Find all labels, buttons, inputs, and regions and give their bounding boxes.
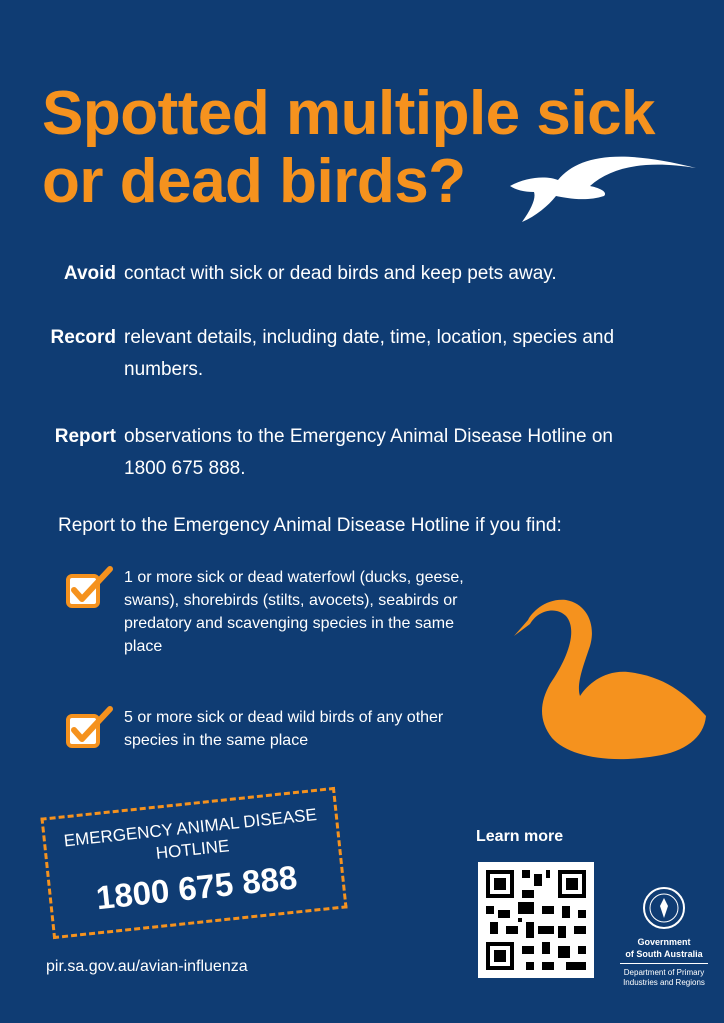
- action-avoid: [0, 258, 680, 290]
- action-desc: relevant details, including date, time, location, species and: [124, 327, 615, 348]
- website-url[interactable]: pir.sa.gov.au/avian-influenza: [46, 958, 248, 975]
- gov-divider: [620, 963, 708, 964]
- criterion-item: [64, 706, 484, 756]
- criterion-text: 1 or more sick or dead waterfowl (ducks, geese, swans), shorebirds (stilts, avocets), seabirds or predatory and scavenging species in the same place: [124, 569, 464, 655]
- hotline-box: [40, 787, 347, 939]
- dept-line1: Department of Primary: [623, 968, 705, 977]
- gov-name-line2: of South Australia: [625, 949, 703, 959]
- checkbox-icon: [64, 706, 114, 750]
- checkbox-icon: [64, 566, 114, 610]
- swan-illustration: [508, 598, 708, 764]
- action-verb: Avoid: [63, 263, 116, 284]
- action-desc-line2: 1800 675 888.: [124, 458, 246, 479]
- criterion-text: 5 or more sick or dead wild birds of any other species in the same place: [124, 709, 444, 749]
- action-report: [0, 421, 680, 485]
- action-record: [0, 322, 680, 386]
- dept-line2: Industries and Regions: [623, 978, 705, 987]
- action-verb: Report: [54, 426, 116, 447]
- gov-name-line1: Government: [637, 937, 691, 947]
- sa-crest-icon: [642, 886, 686, 930]
- action-verb: Record: [50, 327, 116, 348]
- criteria-intro: Report to the Emergency Animal Disease Hotline if you find:: [58, 515, 562, 536]
- criterion-item: [64, 566, 484, 662]
- hotline-number[interactable]: 1800 675 888: [94, 858, 299, 917]
- qr-code[interactable]: [478, 862, 594, 978]
- hotline-label: EMERGENCY ANIMAL DISEASE HOTLINE: [62, 804, 318, 863]
- action-desc: observations to the Emergency Animal Disease Hotline on: [124, 426, 613, 447]
- learn-more-label: Learn more: [476, 828, 564, 845]
- action-desc-line2: numbers.: [124, 359, 204, 380]
- gull-illustration: [508, 146, 698, 224]
- gov-logo: [614, 886, 714, 988]
- action-desc: contact with sick or dead birds and keep pets away.: [124, 263, 557, 284]
- page-title: Spotted multiple sick or dead birds?: [42, 78, 656, 216]
